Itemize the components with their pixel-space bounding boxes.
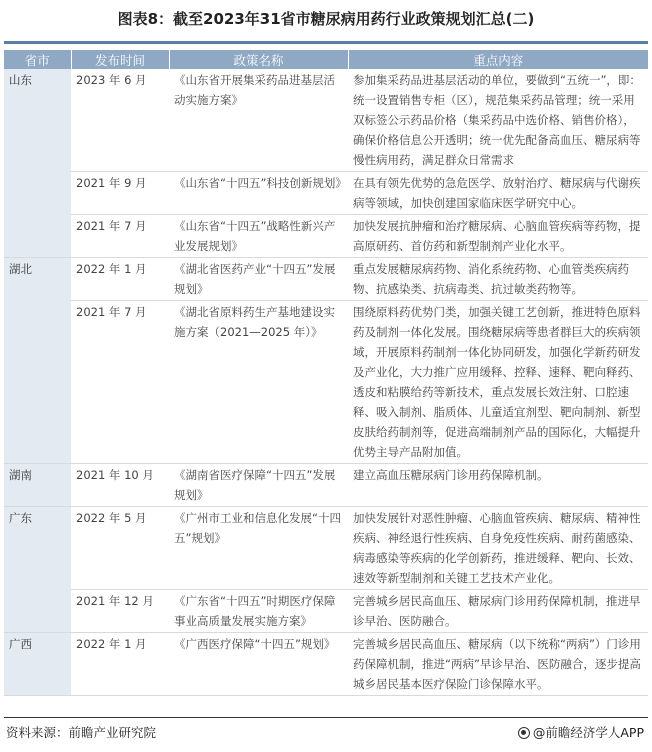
content-cell: 在具有领先优势的急危医学、放射治疗、糖尿病与代谢疾病等领域，加快创建国家临床医学研究中心。 — [348, 172, 648, 215]
footer-divider — [4, 717, 648, 718]
table-row — [4, 590, 648, 633]
table-row — [4, 301, 648, 464]
content-cell: 围绕原料药优势门类，加强关键工艺创新，推进特色原料药及制剂一体化发展。围绕糖尿病等患者群巨大的疾病领域，开展原料药制剂一体化协同研发，加强化学新药研发及产业化，大力推广应用缓释、控释、速释、靶向释药、透皮和粘膜给药等新技术，重点发展长效注射、口腔速释、吸入制剂、脂质体、儿童适宜剂型、靶向制剂、新型皮肤给药制剂等，促进高端制剂产品的国际化，大幅提升优势主导产品附加值。 — [348, 301, 648, 464]
content-cell: 建立高血压糖尿病门诊用药保障机制。 — [348, 464, 648, 507]
table-row — [4, 464, 648, 507]
date-cell: 2022 年 5 月 — [71, 507, 169, 590]
content-cell: 参加集采药品进基层活动的单位，要做到“五统一”，即：统一设置销售专柜（区），规范集采药品管理；统一采用双标签公示药品价格（集采药品中选价格、销售价格），确保价格信息公开透明；统一优先配备高血压、糖尿病等慢性病用药，满足群众日常需求 — [348, 69, 648, 172]
qianzhan-logo-icon — [518, 727, 530, 739]
province-cell: 湖北 — [4, 258, 71, 464]
table-row — [4, 215, 648, 258]
table-row — [4, 172, 648, 215]
page-title: 图表8：截至2023年31省市糖尿病用药行业政策规划汇总(二) — [117, 10, 535, 28]
source-note: 资料来源：前瞻产业研究院 — [6, 725, 157, 740]
province-cell: 广西 — [4, 633, 71, 696]
policy-cell: 《湖南省医疗保障“十四五”发展规划》 — [169, 464, 348, 507]
policy-cell: 《山东省“十四五”科技创新规划》 — [169, 172, 348, 215]
table-row — [4, 507, 648, 590]
policy-cell: 《广西医疗保障“十四五”规划》 — [169, 633, 348, 696]
date-cell: 2021 年 9 月 — [71, 172, 169, 215]
table-header-row — [4, 50, 648, 69]
date-cell: 2021 年 12 月 — [71, 590, 169, 633]
date-cell: 2022 年 1 月 — [71, 258, 169, 301]
content-cell: 重点发展糖尿病药物、消化系统药物、心血管类疾病药物、抗感染类、抗病毒类、抗过敏类药物等。 — [348, 258, 648, 301]
date-cell: 2022 年 1 月 — [71, 633, 169, 696]
date-cell: 2023 年 6 月 — [71, 69, 169, 172]
table-row — [4, 69, 648, 172]
policy-table — [4, 50, 648, 696]
header-content: 重点内容 — [348, 50, 648, 69]
date-cell: 2021 年 7 月 — [71, 301, 169, 464]
province-cell: 湖南 — [4, 464, 71, 507]
brand-text: @前瞻经济学人APP — [532, 725, 644, 740]
policy-cell: 《山东省开展集采药品进基层活动实施方案》 — [169, 69, 348, 172]
header-policy: 政策名称 — [169, 50, 348, 69]
province-cell: 广东 — [4, 507, 71, 633]
table-row — [4, 258, 648, 301]
date-cell: 2021 年 10 月 — [71, 464, 169, 507]
brand-credit — [518, 723, 644, 741]
content-cell: 完善城乡居民高血压、糖尿病（以下统称“两病”）门诊用药保障机制，推进“两病”早诊早治、医防融合，逐步提高城乡居民基本医疗保险门诊保障水平。 — [348, 633, 648, 696]
content-cell: 完善城乡居民高血压、糖尿病门诊用药保障机制，推进早诊早治、医防融合。 — [348, 590, 648, 633]
content-cell: 加快发展抗肿瘤和治疗糖尿病、心脑血管疾病等药物，提高原研药、首仿药和新型制剂产业化水平。 — [348, 215, 648, 258]
header-date: 发布时间 — [71, 50, 169, 69]
policy-cell: 《山东省“十四五”战略性新兴产业发展规划》 — [169, 215, 348, 258]
table-row — [4, 633, 648, 696]
policy-cell: 《广东省“十四五”时期医疗保障事业高质量发展实施方案》 — [169, 590, 348, 633]
title-divider — [4, 41, 648, 44]
header-province: 省市 — [4, 50, 71, 69]
policy-cell: 《湖北省原料药生产基地建设实施方案（2021—2025 年）》 — [169, 301, 348, 464]
date-cell: 2021 年 7 月 — [71, 215, 169, 258]
policy-cell: 《广州市工业和信息化发展“十四五”规划》 — [169, 507, 348, 590]
province-cell: 山东 — [4, 69, 71, 258]
content-cell: 加快发展针对恶性肿瘤、心脑血管疾病、糖尿病、精神性疾病、神经退行性疾病、自身免疫性疾病、耐药菌感染、病毒感染等疾病的化学创新药，推进缓释、靶向、长效、速效等新型制剂和关键工艺技术产业化。 — [348, 507, 648, 590]
policy-cell: 《湖北省医药产业“十四五”发展规划》 — [169, 258, 348, 301]
